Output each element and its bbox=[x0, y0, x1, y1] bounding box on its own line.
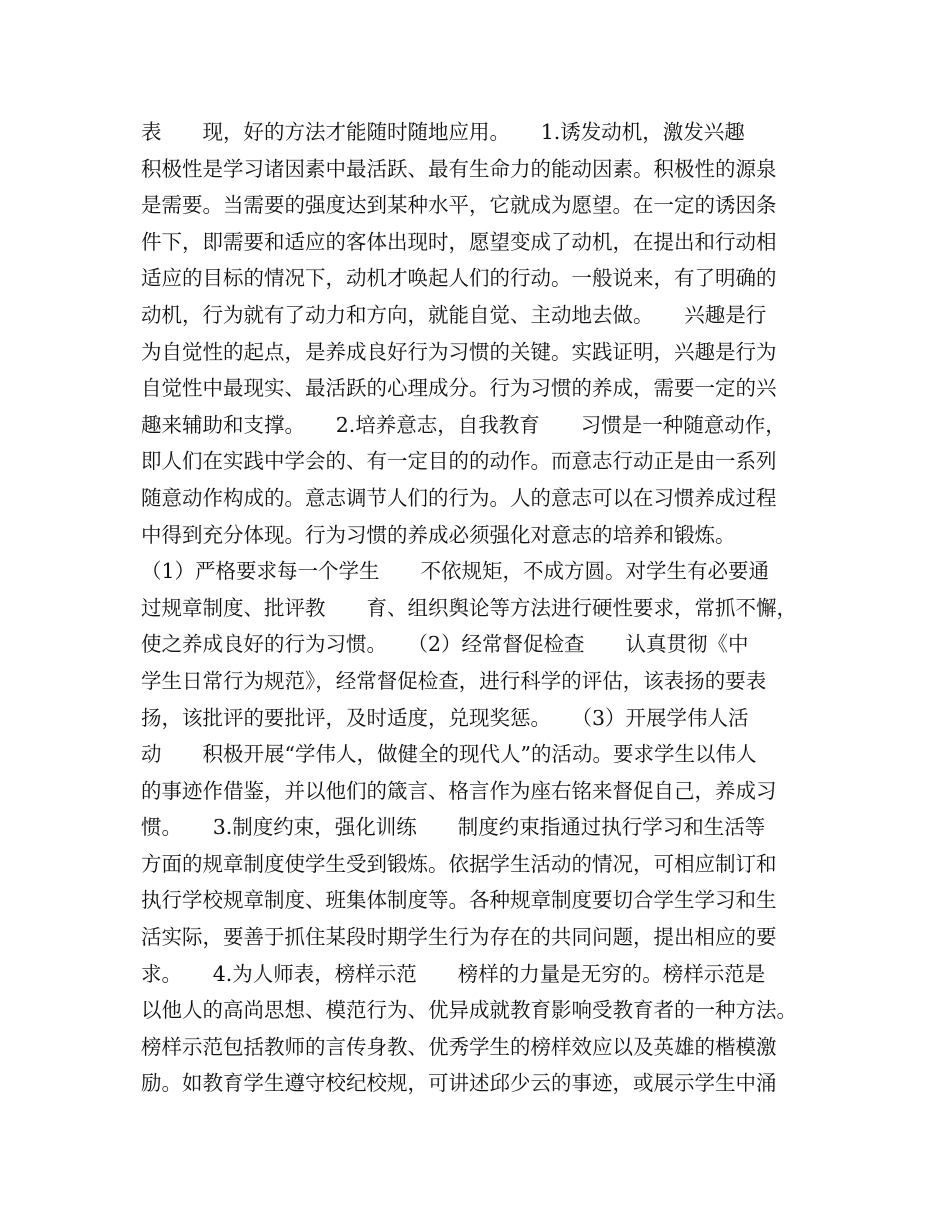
text-line: 以他人的高尚思想、模范行为、优异成就教育影响受教育者的一种方法。 bbox=[141, 998, 797, 1023]
text-line: 积极性是学习诸因素中最活跃、最有生命力的能动因素。积极性的源泉 bbox=[141, 156, 777, 181]
text-line: 使之养成良好的行为习惯。 （2）经常督促检查 认真贯彻《中 bbox=[141, 632, 749, 657]
text-line: 是需要。当需要的强度达到某种水平，它就成为愿望。在一定的诱因条 bbox=[141, 193, 777, 218]
text-line: 为自觉性的起点，是养成良好行为习惯的关键。实践证明，兴趣是行为 bbox=[141, 339, 777, 364]
text-line: 方面的规章制度使学生受到锻炼。依据学生活动的情况，可相应制订和 bbox=[141, 851, 777, 876]
text-line: （1）严格要求每一个学生 不依规矩，不成方圆。对学生有必要通 bbox=[141, 559, 770, 584]
text-line: 随意动作构成的。意志调节人们的行为。人的意志可以在习惯养成过程 bbox=[141, 485, 777, 510]
text-line: 励。如教育学生遵守校纪校规，可讲述邱少云的事迹，或展示学生中涌 bbox=[141, 1071, 777, 1096]
text-line: 自觉性中最现实、最活跃的心理成分。行为习惯的养成，需要一定的兴 bbox=[141, 376, 777, 401]
text-line: 动机，行为就有了动力和方向，就能自觉、主动地去做。 兴趣是行 bbox=[141, 302, 767, 327]
text-line: 即人们在实践中学会的、有一定目的的动作。而意志行动正是由一系列 bbox=[141, 449, 777, 474]
text-line: 惯。 3.制度约束，强化训练 制度约束指通过执行学习和生活等 bbox=[141, 815, 766, 840]
text-line: 学生日常行为规范》，经常督促检查，进行科学的评估，该表扬的要表 bbox=[141, 668, 767, 693]
text-line: 中得到充分体现。行为习惯的养成必须强化对意志的培养和锻炼。 bbox=[141, 522, 736, 547]
text-line: 榜样示范包括教师的言传身教、优秀学生的榜样效应以及英雄的楷模激 bbox=[141, 1034, 777, 1059]
text-line: 趣来辅助和支撑。 2.培养意志，自我教育 习惯是一种随意动作， bbox=[141, 412, 786, 437]
body-text bbox=[141, 114, 821, 1102]
text-line: 过规章制度、批评教 育、组织舆论等方法进行硬性要求，常抓不懈， bbox=[141, 595, 797, 620]
text-line: 扬，该批评的要批评，及时适度，兑现奖惩。 （3）开展学伟人活 bbox=[141, 705, 749, 730]
text-line: 的事迹作借鉴，并以他们的箴言、格言作为座右铭来督促自己，养成习 bbox=[141, 778, 777, 803]
text-line: 适应的目标的情况下，动机才唤起人们的行动。一般说来，有了明确的 bbox=[141, 266, 777, 291]
text-line: 表 现，好的方法才能随时随地应用。 1.诱发动机，激发兴趣 bbox=[141, 120, 745, 144]
text-line: 求。 4.为人师表，榜样示范 榜样的力量是无穷的。榜样示范是 bbox=[141, 961, 766, 986]
text-line: 件下，即需要和适应的客体出现时，愿望变成了动机，在提出和行动相 bbox=[141, 229, 777, 254]
text-line: 活实际，要善于抓住某段时期学生行为存在的共同问题，提出相应的要 bbox=[141, 925, 777, 950]
text-line: 执行学校规章制度、班集体制度等。各种规章制度要切合学生学习和生 bbox=[141, 888, 777, 913]
text-line: 动 积极开展“学伟人，做健全的现代人”的活动。要求学生以伟人 bbox=[141, 742, 757, 767]
